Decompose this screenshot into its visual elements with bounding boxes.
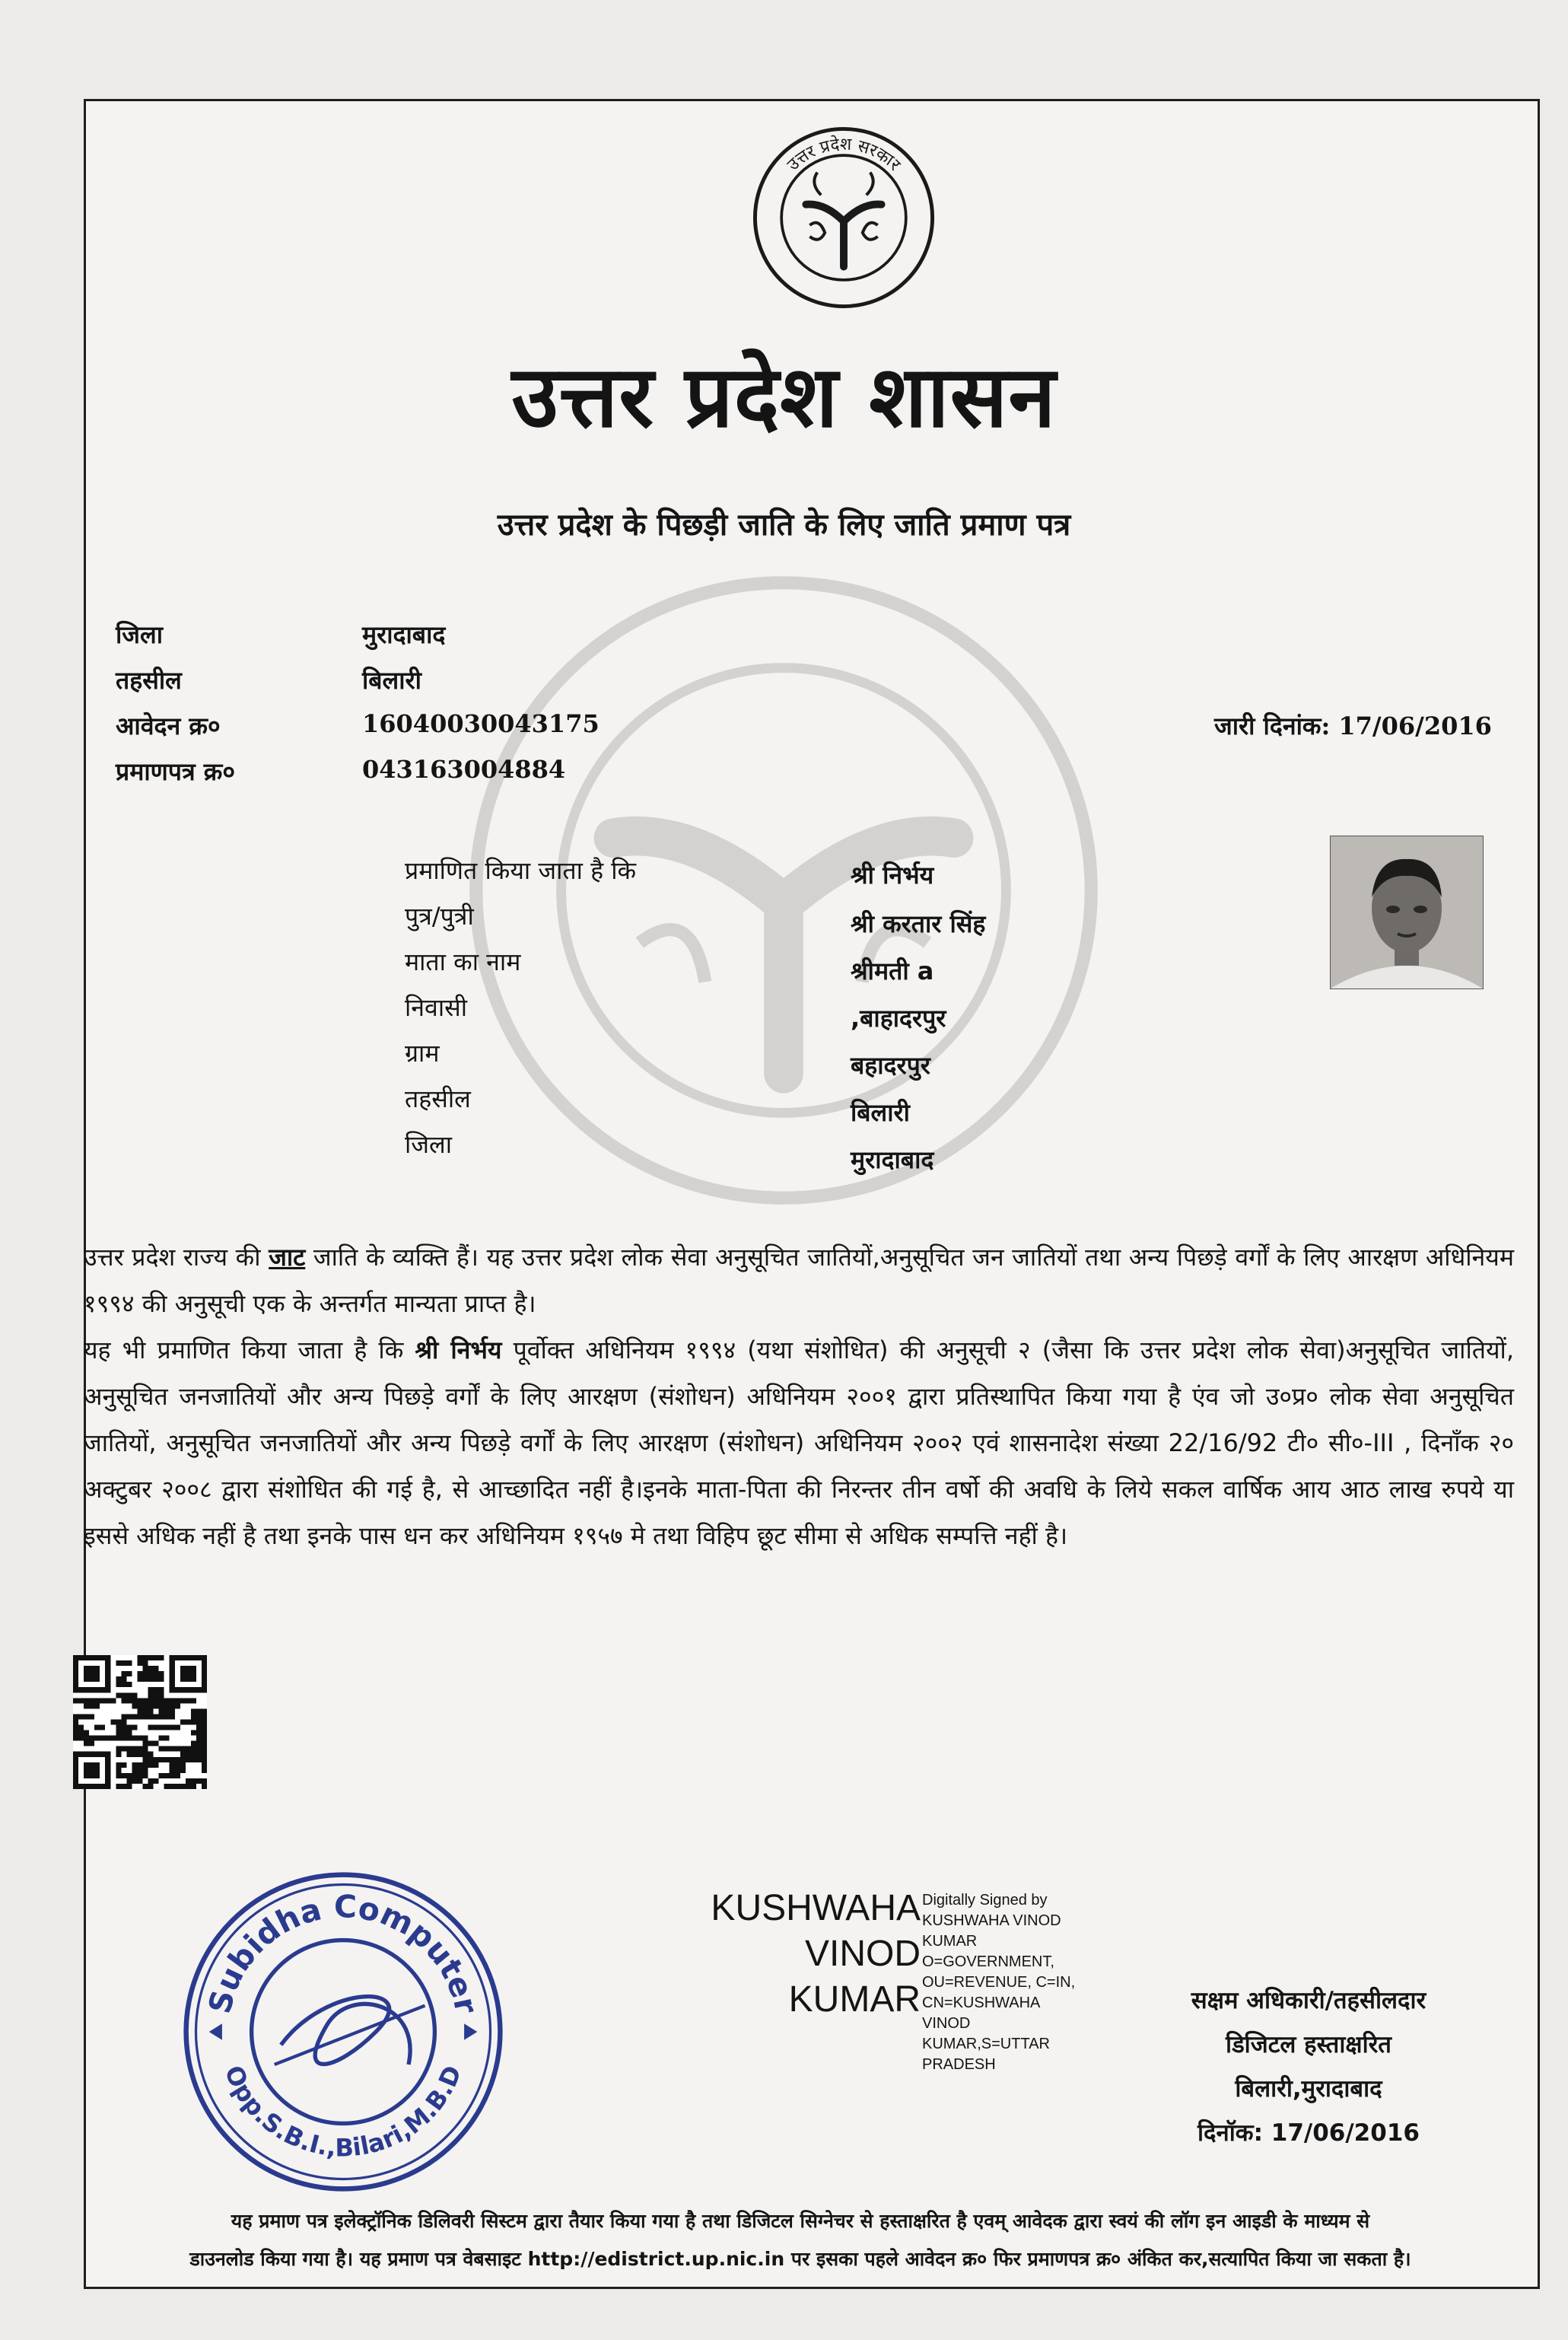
computer-shop-stamp [180, 1868, 507, 2195]
state-emblem-icon [749, 123, 938, 312]
village-value: बहादरपुर [851, 1051, 930, 1080]
resident-value: ,बाहादरपुर [851, 1004, 946, 1033]
certificate-no-label: प्रमाणपत्र क्र० [116, 757, 235, 786]
applicant-district-value: मुरादाबाद [851, 1145, 934, 1174]
officer-designation: सक्षम अधिकारी/तहसीलदार [1191, 1987, 1426, 2014]
footer-line-2: डाउनलोड किया गया है। यह प्रमाण पत्र वेबसाइट http://edistrict.up.nic.in पर इसका पहले आवेदन क्र० फिर प्रमाणपत्र क्र० अंकित कर,सत्यापित किया जा सकता है। [189, 2248, 1411, 2270]
officer-signed-note: डिजिटल हस्ताक्षरित [1226, 2031, 1391, 2058]
application-no-label: आवेदन क्र० [116, 712, 221, 740]
emblem-text: उत्तर प्रदेश सरकार [783, 134, 905, 175]
tehsil-value: बिलारी [362, 666, 421, 695]
applicant-tehsil-label: तहसील [405, 1084, 471, 1113]
certified-label: प्रमाणित किया जाता है कि [405, 856, 637, 885]
applicant-name: श्री निर्भय [851, 861, 934, 890]
officer-block [1126, 1979, 1491, 2155]
officer-date: दिनॉक: 17/06/2016 [1197, 2119, 1420, 2147]
resident-label: निवासी [405, 993, 468, 1022]
body-p2-pre: यह भी प्रमाणित किया जाता है कि [84, 1336, 415, 1364]
signer-line-3: KUMAR [788, 1979, 921, 2020]
page-title: उत्तर प्रदेश शासन [511, 347, 1057, 447]
parent-label: पुत्र/पुत्री [405, 902, 474, 931]
footer-note [85, 2202, 1516, 2278]
mother-name: श्रीमती a [851, 957, 934, 985]
body-p1-pre: उत्तर प्रदेश राज्य की [84, 1243, 269, 1272]
stamp-top-text: Subidha Computer [201, 1888, 485, 2017]
applicant-tehsil-value: बिलारी [851, 1098, 910, 1127]
body-applicant-name: श्री निर्भय [415, 1336, 502, 1364]
body-p2-post: पूर्वोक्त अधिनियम १९९४ (यथा संशोधित) की अनुसूची २ (जैसा कि उत्तर प्रदेश लोक सेवा)अनुसूचित जातियों, अनुसूचित जनजातियों और अन्य पिछड़े वर्गों के लिए आरक्षण (संशोधन) अधिनियम २००१ द्वारा प्रतिस्थापित किया गया है एंव जो उ०प्र० लोक सेवा अनुसूचित जातियों, अनुसूचित जनजातियों और अन्य पिछड़े वर्गों के लिए आरक्षण (संशोधन) अधिनियम २००२ एवं शासनादेश संख्या 22/16/92 टी० सी०-III , दिनाँक २० अक्टुबर २००८ द्वारा संशोधित की गई है, से आच्छादित नहीं है।इनके माता-पिता की निरन्तर तीन वर्षो की अवधि के लिये सकल वार्षिक आय आठ लाख रुपये या इससे अधिक नहीं है तथा इनके पास धन कर अधिनियम १९५७ मे तथा विहिप छूट सीमा से अधिक सम्पत्ति नहीं है। [84, 1336, 1514, 1550]
body-paragraph-1 [84, 1234, 1514, 1327]
certificate-no-value: 043163004884 [362, 755, 566, 784]
certificate-body [84, 1234, 1514, 1559]
officer-location: बिलारी,मुरादाबाद [1235, 2075, 1382, 2103]
body-paragraph-2 [84, 1327, 1514, 1559]
svg-text:Opp.S.B.I.,Bilari,M.B.D [219, 2061, 468, 2163]
certificate-subtitle: उत्तर प्रदेश के पिछड़ी जाति के लिए जाति प्रमाण पत्र [497, 508, 1071, 543]
issue-date: जारी दिनांक: 17/06/2016 [1214, 712, 1492, 740]
district-value: मुरादाबाद [362, 620, 446, 649]
applicant-photo [1330, 836, 1484, 989]
signer-line-1: KUSHWAHA [711, 1888, 921, 1928]
caste-name: जाट [269, 1243, 306, 1272]
father-name: श्री करतार सिंह [851, 909, 986, 938]
district-label: जिला [116, 620, 164, 649]
footer-line-1: यह प्रमाण पत्र इलेक्ट्रॉनिक डिलिवरी सिस्टम द्वारा तैयार किया गया है तथा डिजिटल सिग्नेचर से हस्ताक्षरित है एवम् आवेदक द्वारा स्वयं की लॉग इन आइडी के माध्यम से [231, 2210, 1370, 2232]
village-label: ग्राम [405, 1039, 440, 1068]
mother-name-label: माता का नाम [405, 947, 521, 976]
digital-signature-details: Digitally Signed by KUSHWAHA VINOD KUMAR O=GOVERNMENT, OU=REVENUE, C=IN, CN=KUSHWAHA VINOD KUMAR,S=UTTAR PRADESH [922, 1892, 1076, 2073]
tehsil-label: तहसील [116, 666, 182, 695]
stamp-bottom-text: Opp.S.B.I.,Bilari,M.B.D [218, 2061, 468, 2163]
watermark-emblem [456, 563, 1111, 1218]
applicant-district-label: जिला [405, 1130, 453, 1159]
signer-name [670, 1886, 921, 2023]
application-no-value: 16040030043175 [362, 709, 600, 738]
body-p1-post: जाति के व्यक्ति हैं। यह उत्तर प्रदेश लोक सेवा अनुसूचित जातियों,अनुसूचित जन जातियों तथा अन्य पिछड़े वर्गों के लिए आरक्षण अधिनियम १९९४ की अनुसूची एक के अन्तर्गत मान्यता प्राप्त है। [84, 1243, 1514, 1318]
person-photo-icon [1331, 836, 1483, 989]
signer-line-2: VINOD [804, 1934, 921, 1974]
qr-code [73, 1655, 207, 1789]
